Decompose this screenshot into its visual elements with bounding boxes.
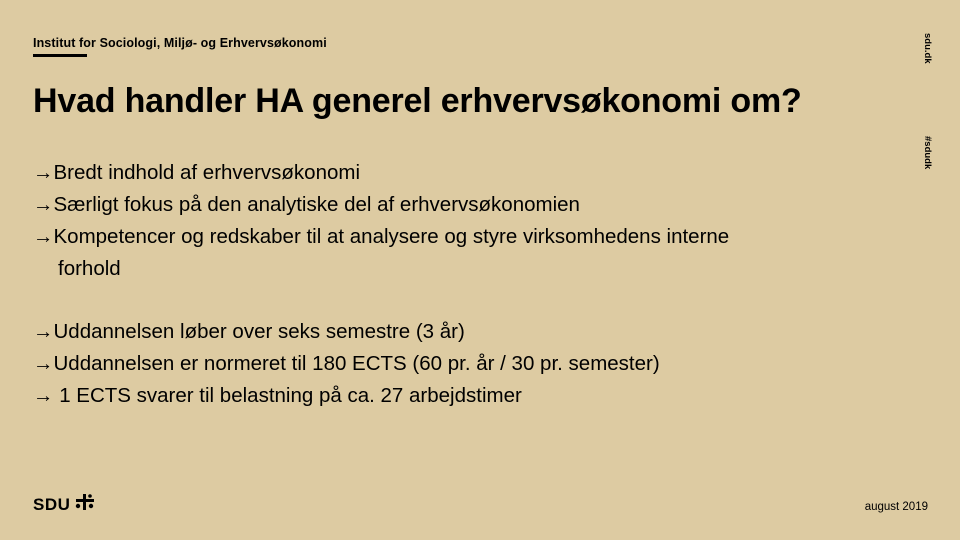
bullet-line-continuation: forhold	[58, 257, 121, 280]
sdu-logo-mark-icon	[74, 493, 96, 516]
department-name: Institut for Sociologi, Miljø- og Erhvervsøkonomi	[33, 36, 327, 50]
slide-date: august 2019	[864, 501, 928, 513]
content-block-2	[33, 316, 893, 412]
bullet-line: →Særligt fokus på den analytiske del af erhvervsøkonomien	[33, 193, 580, 216]
bullet-line: →Kompetencer og redskaber til at analysere og styre virksomhedens interne	[33, 225, 730, 248]
logo-text: SDU	[33, 494, 71, 514]
bullet-line: → 1 ECTS svarer til belastning på ca. 27 arbejdstimer	[33, 384, 522, 407]
sdu-logo	[33, 493, 96, 516]
site-url: sdu.dk	[922, 33, 933, 64]
bullet-line: →Bredt indhold af erhvervsøkonomi	[33, 161, 361, 184]
hashtag: #sdudk	[922, 136, 933, 170]
header-rule	[33, 54, 87, 57]
content-block-1	[33, 157, 893, 285]
bullet-line: →Uddannelsen løber over seks semestre (3 år)	[33, 320, 465, 343]
bullet-line: →Uddannelsen er normeret til 180 ECTS (60 pr. år / 30 pr. semester)	[33, 352, 660, 375]
slide-title: Hvad handler HA generel erhvervsøkonomi om?	[33, 82, 802, 120]
